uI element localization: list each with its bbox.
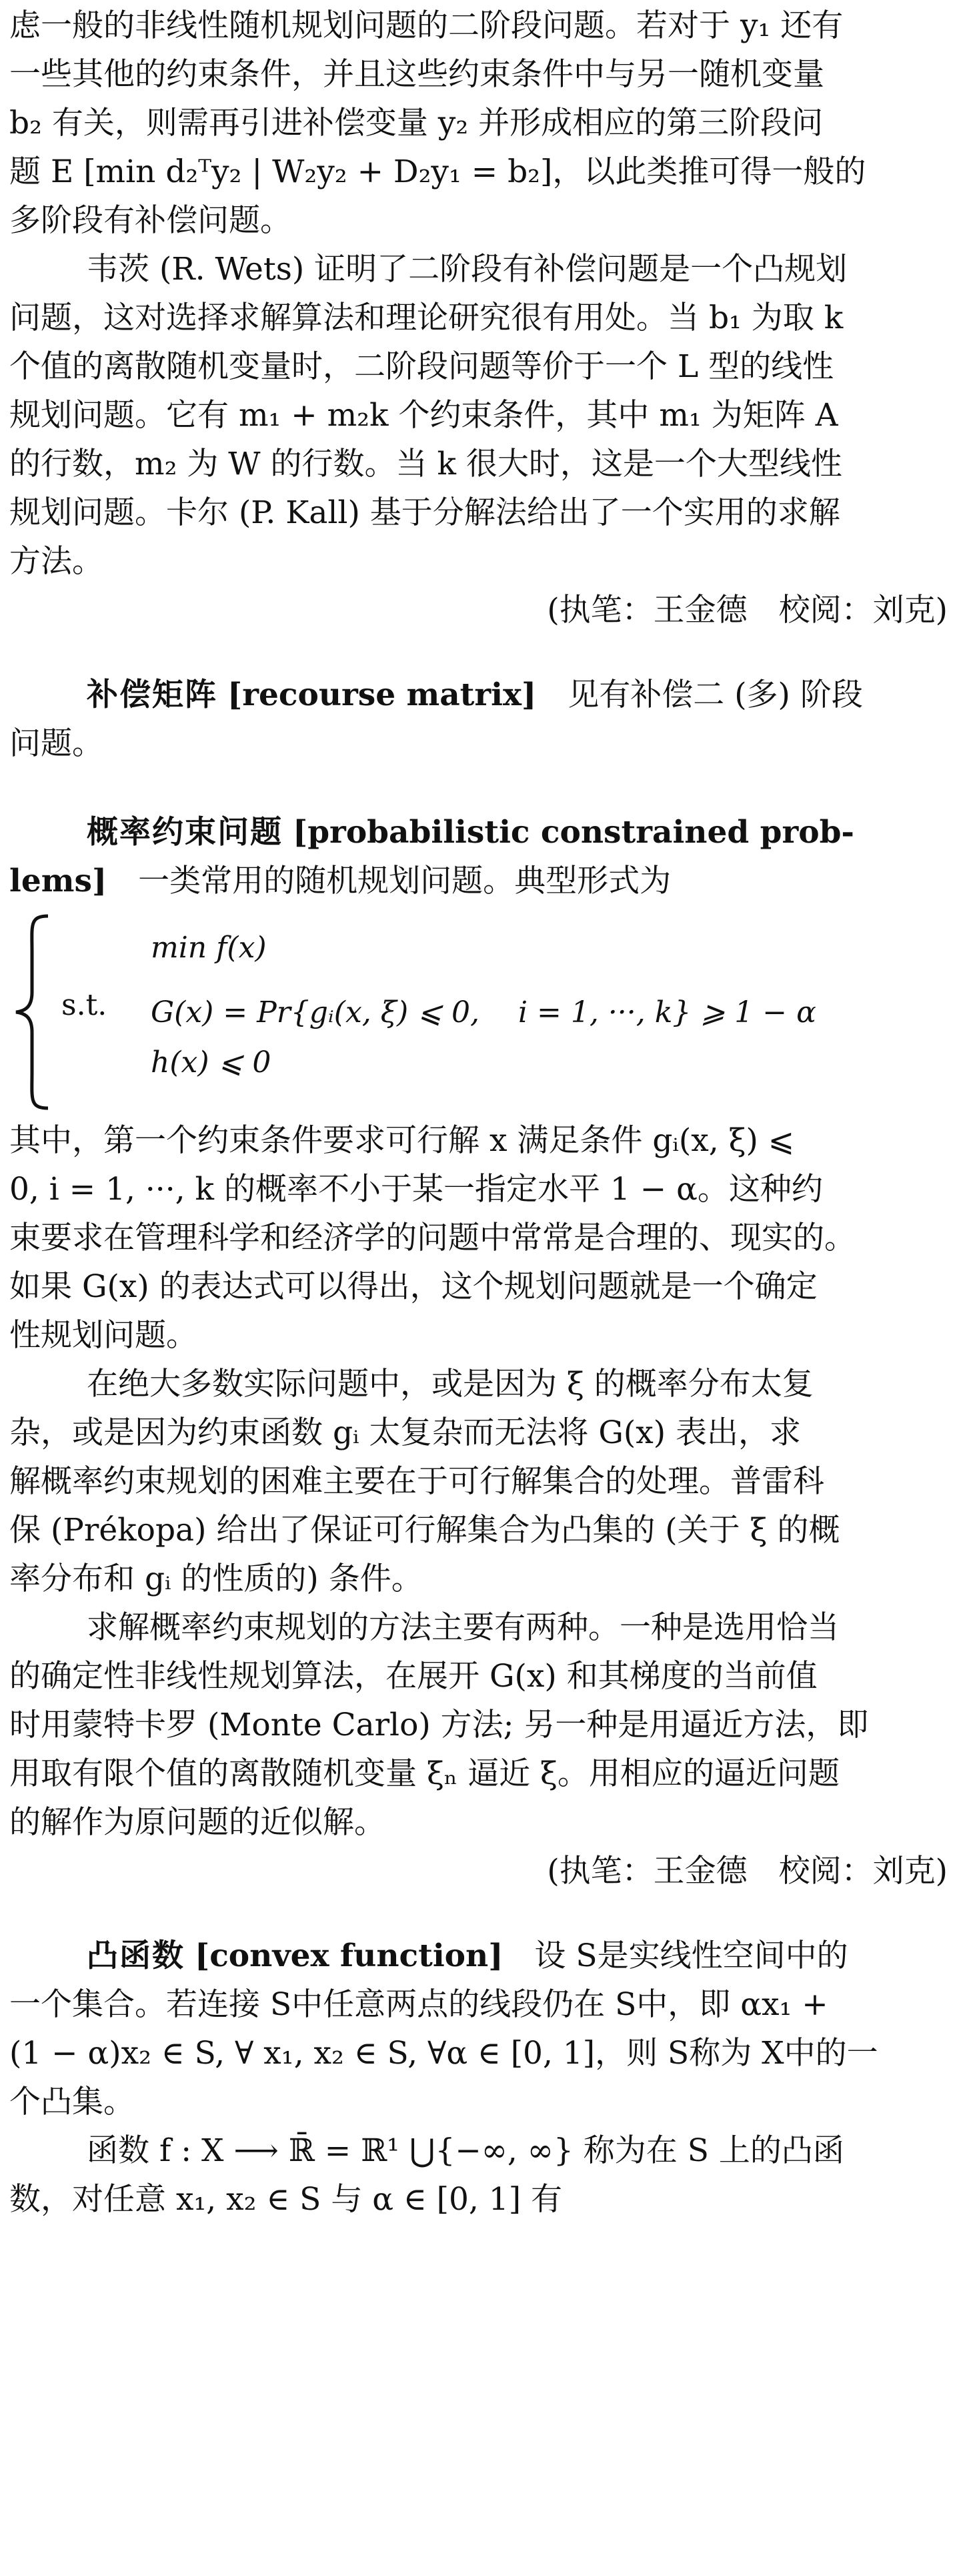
text-line: 题 E [min d₂ᵀy₂ | W₂y₂ + D₂y₁ = b₂]，以此类推可得一般的 — [9, 153, 866, 190]
text-line: 杂，或是因为约束函数 gᵢ 太复杂而无法将 G(x) 表出，求 — [9, 1414, 802, 1451]
text-line: 束要求在管理科学和经济学的问题中常常是合理的、现实的。 — [9, 1220, 856, 1256]
text-line: 一个集合。若连接 S中任意两点的线段仍在 S中，即 αx₁ + — [9, 1986, 828, 2023]
text-line: 的解作为原问题的近似解。 — [9, 1804, 385, 1841]
paragraph-convex-definition — [9, 2126, 960, 2224]
entry-headword: 补偿矩阵 — [87, 677, 217, 713]
paragraph-multistage — [9, 0, 960, 245]
optimization-system — [9, 912, 960, 1112]
text-line: 个值的离散随机变量时，二阶段问题等价于一个 L 型的线性 — [9, 348, 834, 385]
entry-english-cont: lems] — [9, 863, 107, 899]
entry-headword: 概率约束问题 — [87, 814, 283, 851]
subject-to-label: s.t. — [61, 988, 107, 1022]
text-line: 一些其他的约束条件，并且这些约束条件中与另一随机变量 — [9, 56, 824, 93]
text-line: 时用蒙特卡罗 (Monte Carlo) 方法; 另一种是用逼近方法，即 — [9, 1707, 869, 1743]
text-line: 率分布和 gᵢ 的性质的) 条件。 — [9, 1561, 423, 1597]
text-line: 韦茨 (R. Wets) 证明了二阶段有补偿问题是一个凸规划 — [87, 251, 848, 288]
entry-headword: 凸函数 — [87, 1938, 185, 1974]
entry-text: 设 S是实线性空间中的 — [503, 1938, 848, 1974]
text-line: 用取有限个值的离散随机变量 ξₙ 逼近 ξ。用相应的逼近问题 — [9, 1755, 840, 1792]
entry-probabilistic-constrained — [9, 808, 960, 1112]
text-line: 个凸集。 — [9, 2084, 135, 2120]
paragraph-wets — [9, 245, 960, 586]
text-line: 性规划问题。 — [9, 1317, 197, 1354]
text-line: 规划问题。它有 m₁ + m₂k 个约束条件，其中 m₁ 为矩阵 A — [9, 397, 838, 434]
text-line: 保 (Prékopa) 给出了保证可行解集合为凸集的 (关于 ξ 的概 — [9, 1512, 840, 1549]
entry-convex-function — [9, 1931, 960, 2126]
paragraph-methods — [9, 1603, 960, 1847]
entry-text: 一类常用的随机规划问题。典型形式为 — [107, 863, 672, 899]
author-credit: (执笔：王金德 校阅：刘克) — [547, 592, 948, 628]
text-line: 数，对任意 x₁, x₂ ∈ S 与 α ∈ [0, 1] 有 — [9, 2181, 562, 2218]
objective-row: min f(x) — [151, 931, 267, 965]
text-line: 其中，第一个约束条件要求可行解 x 满足条件 gᵢ(x, ξ) ⩽ — [9, 1122, 795, 1159]
text-line: 问题。 — [9, 725, 103, 762]
entry-english: [recourse matrix] — [227, 677, 537, 713]
text-line: 规划问题。卡尔 (P. Kall) 基于分解法给出了一个实用的求解 — [9, 494, 840, 531]
text-line: 解概率约束规划的困难主要在于可行解集合的处理。普雷科 — [9, 1463, 824, 1500]
paragraph-difficulty — [9, 1360, 960, 1603]
entry-recourse-matrix — [9, 671, 960, 768]
entry-english: [probabilistic constrained prob- — [292, 814, 854, 851]
text-line: 如果 G(x) 的表达式可以得出，这个规划问题就是一个确定 — [9, 1268, 818, 1305]
text-line: 问题，这对选择求解算法和理论研究很有用处。当 b₁ 为取 k — [9, 300, 844, 336]
paragraph-constraint-explanation — [9, 1116, 960, 1360]
text-line: 0, i = 1, ···, k 的概率不小于某一指定水平 1 − α。这种约 — [9, 1171, 823, 1208]
text-line: 在绝大多数实际问题中，或是因为 ξ 的概率分布太复 — [87, 1366, 814, 1402]
author-credit: (执笔：王金德 校阅：刘克) — [547, 1853, 948, 1889]
deterministic-constraint-row: h(x) ⩽ 0 — [151, 1045, 271, 1080]
text-line: 虑一般的非线性随机规划问题的二阶段问题。若对于 y₁ 还有 — [9, 7, 844, 44]
probability-constraint-row: G(x) = Pr{gᵢ(x, ξ) ⩽ 0, i = 1, ···, k} ⩾ 1 − α — [151, 995, 816, 1029]
left-brace-icon — [9, 912, 56, 1112]
entry-text: 见有补偿二 (多) 阶段 — [536, 677, 863, 713]
text-line: 的确定性非线性规划算法，在展开 G(x) 和其梯度的当前值 — [9, 1658, 818, 1695]
text-line: b₂ 有关，则需再引进补偿变量 y₂ 并形成相应的第三阶段问 — [9, 105, 824, 141]
text-line: 的行数，m₂ 为 W 的行数。当 k 很大时，这是一个大型线性 — [9, 446, 842, 482]
text-line: (1 − α)x₂ ∈ S, ∀ x₁, x₂ ∈ S, ∀α ∈ [0, 1]，则 S称为 X中的一 — [9, 2035, 878, 2072]
text-line: 多阶段有补偿问题。 — [9, 202, 291, 239]
text-line: 函数 f : X ⟶ ℝ̄ = ℝ¹ ⋃{−∞, ∞} 称为在 S 上的凸函 — [87, 2132, 844, 2169]
text-line: 求解概率约束规划的方法主要有两种。一种是选用恰当 — [87, 1609, 839, 1646]
text-line: 方法。 — [9, 543, 103, 580]
entry-english: [convex function] — [194, 1938, 504, 1974]
